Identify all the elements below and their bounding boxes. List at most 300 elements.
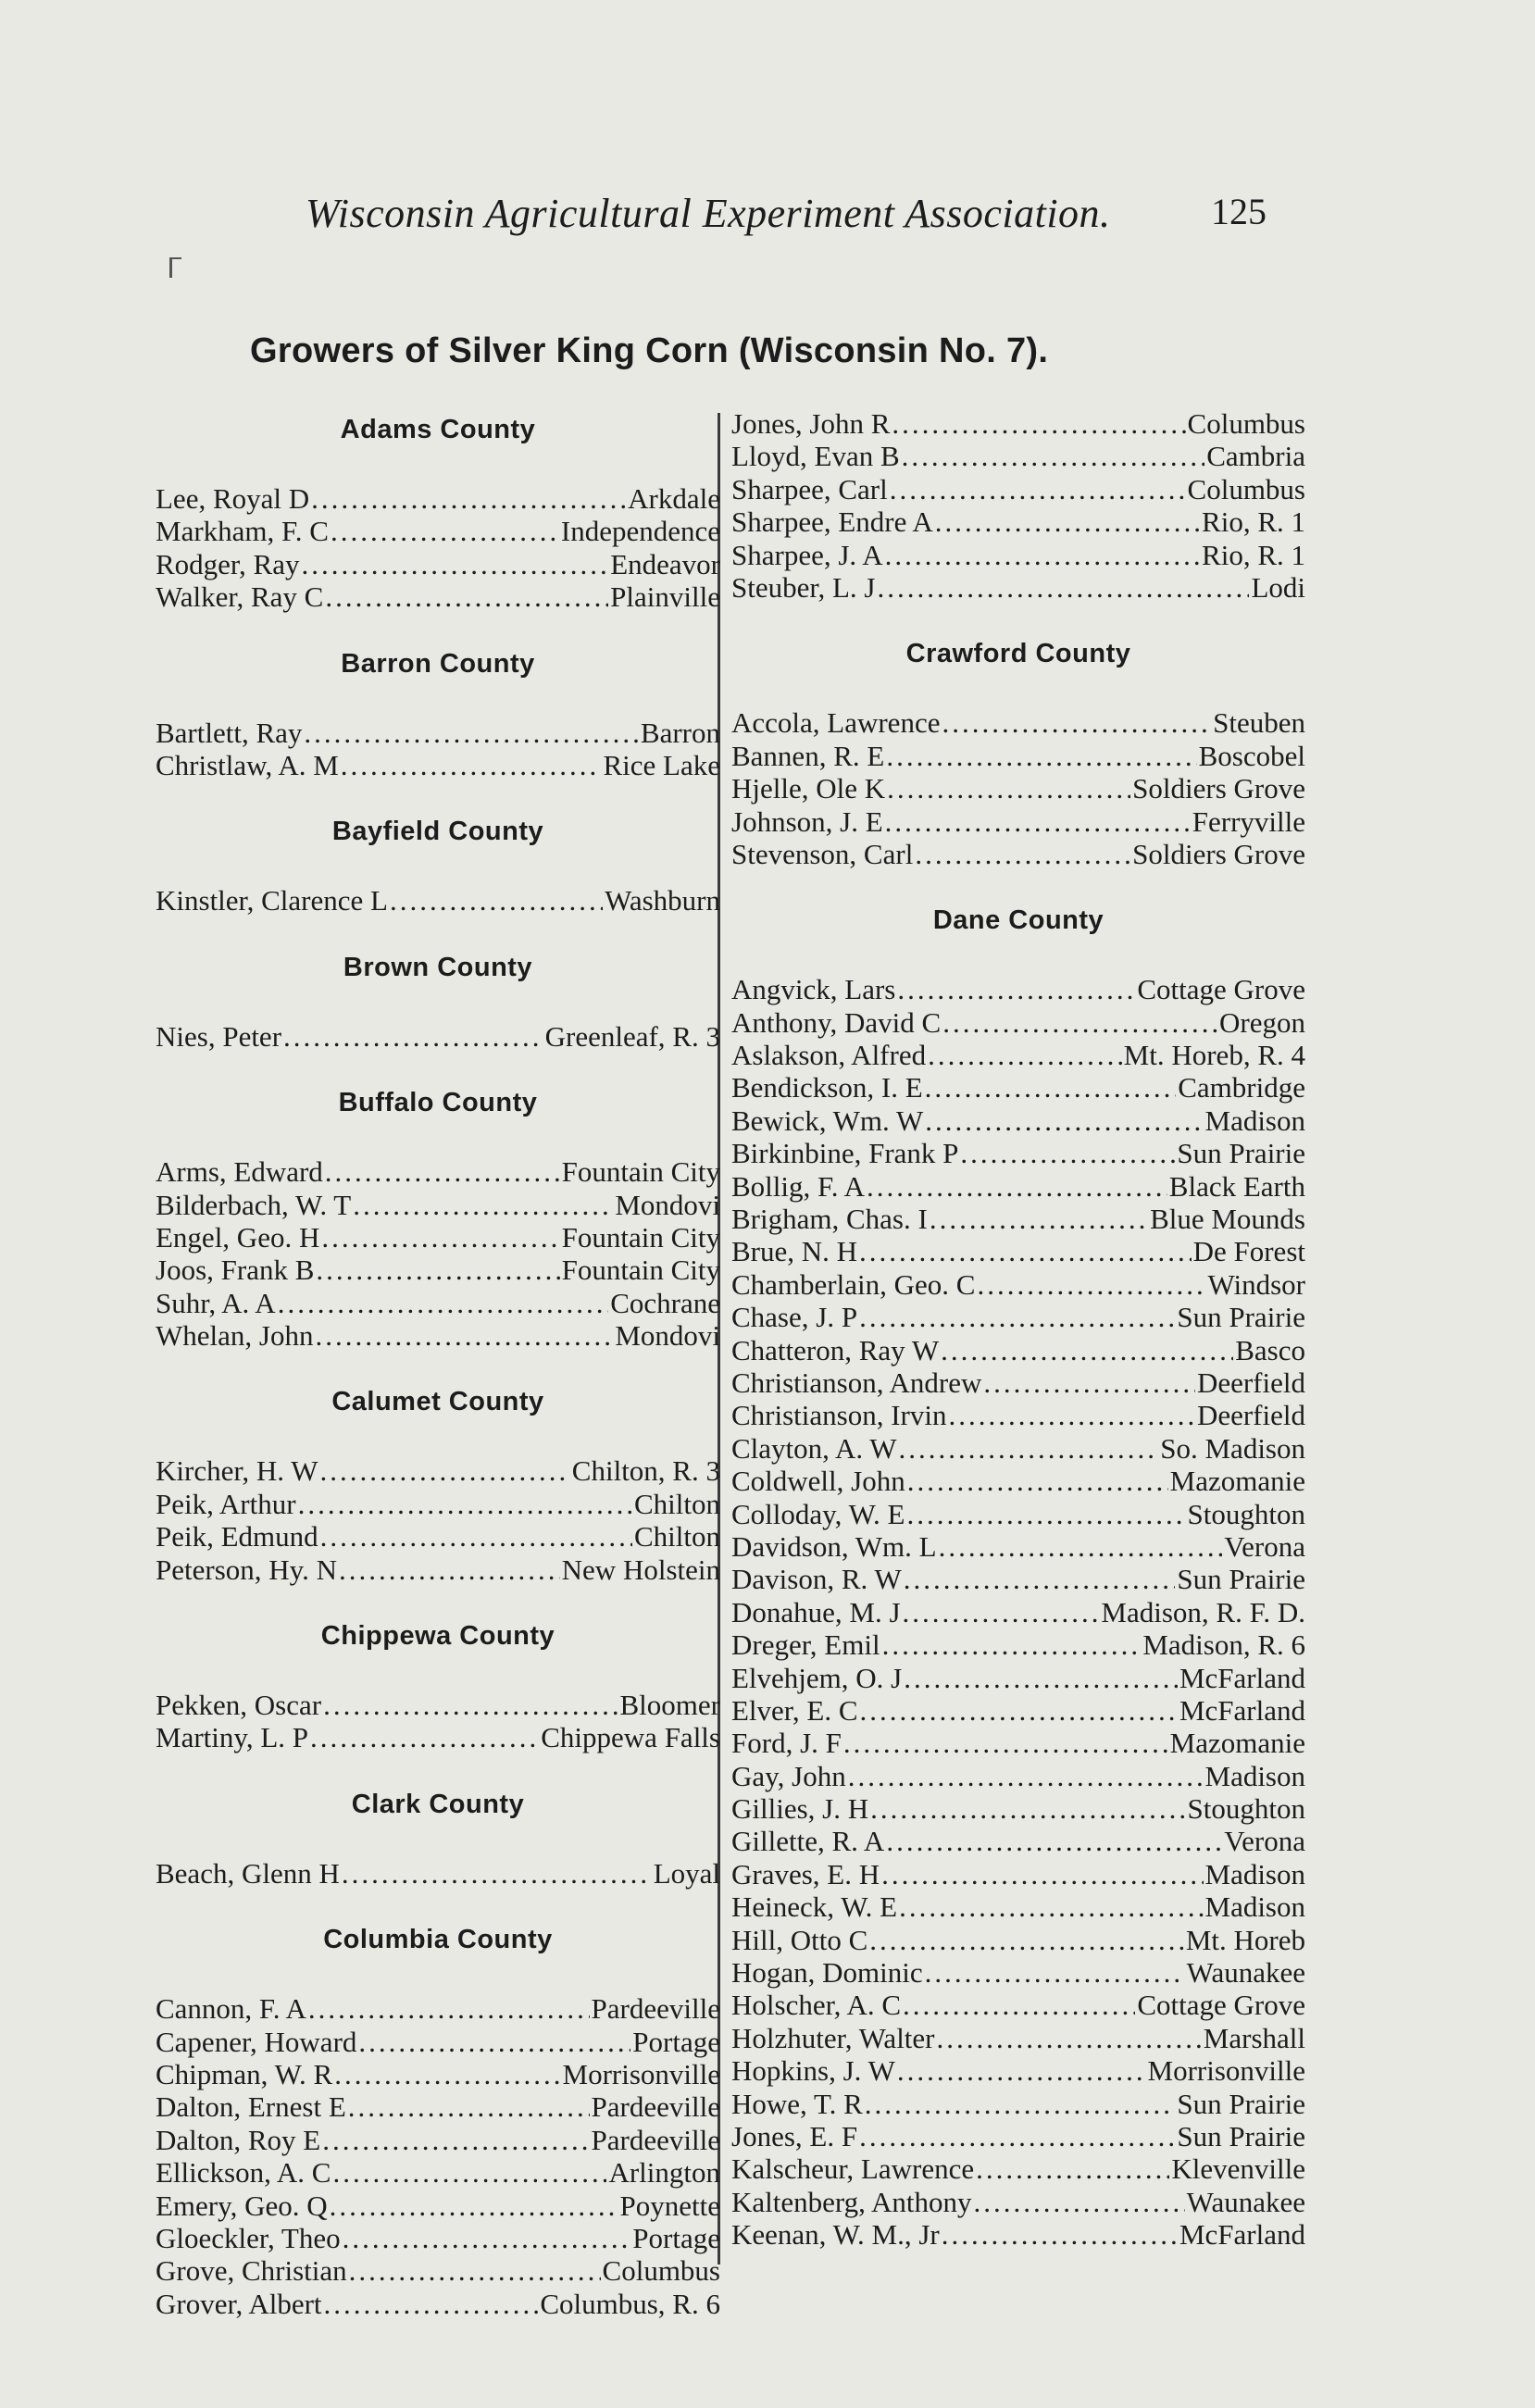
grower-name: Bendickson, I. E [731,1071,923,1104]
grower-name: Kinstler, Clarence L [156,884,388,917]
dot-leader [942,706,1211,739]
dot-leader [859,1301,1175,1333]
grower-place: Blue Mounds [1150,1203,1305,1236]
grower-entry [156,548,720,580]
grower-place: McFarland [1179,2218,1305,2252]
grower-name: Chamberlain, Geo. C [731,1267,976,1301]
grower-name: Sharpee, Endre A [731,505,933,539]
county-section [731,905,1305,2251]
grower-place: Chippewa Falls [541,1721,720,1754]
grower-entry [731,407,1305,440]
grower-name: Donahue, M. J [731,1595,901,1628]
grower-name: Steuber, L. J [731,570,876,604]
dot-leader [904,1563,1176,1595]
grower-place: Stoughton [1187,1497,1305,1530]
grower-place: De Forest [1192,1235,1305,1268]
grower-entry [731,2022,1305,2054]
grower-entry [731,2088,1305,2120]
grower-entry [156,884,720,917]
grower-place: Greenleaf, R. 3 [544,1019,720,1053]
dot-leader [298,1488,632,1520]
grower-place: Morrisonville [562,2057,720,2090]
county-section [156,953,720,1053]
grower-place: Sun Prairie [1177,2087,1305,2120]
grower-name: Angvick, Lars [731,973,896,1006]
grower-place: Rice Lake [603,748,720,781]
grower-place: Portage [632,2025,720,2058]
dot-leader [321,1221,559,1254]
grower-place: Columbus [602,2254,720,2288]
grower-name: Suhr, A. A [156,1286,276,1319]
grower-name: Coldwell, John [731,1465,905,1498]
dot-leader [310,1721,539,1753]
dot-leader [881,1858,1203,1890]
dot-leader [903,1596,1100,1628]
grower-entry [731,1825,1305,1857]
grower-entry [731,1727,1305,1759]
grower-name: Dreger, Emil [731,1628,880,1662]
grower-name: Grove, Christian [156,2254,347,2288]
county-heading: Buffalo County [338,1088,538,1118]
grower-name: Howe, T. R [731,2087,863,2120]
dot-leader [942,1006,1217,1039]
dot-leader [887,772,1130,805]
dot-leader [320,1520,632,1553]
grower-place: Madison, R. 6 [1142,1628,1305,1662]
grower-entry [731,1104,1305,1137]
dot-leader [942,2218,1178,2251]
dot-leader [870,1792,1185,1825]
grower-place: Cottage Grove [1137,1989,1305,2022]
grower-name: Chatteron, Ray W [731,1333,940,1366]
grower-place: Cottage Grove [1137,973,1305,1006]
grower-name: Lloyd, Evan B [731,440,900,473]
grower-name: Kaltenberg, Anthony [731,2185,972,2218]
dot-leader [925,1956,1185,1989]
dot-leader [334,2058,560,2090]
dot-leader [278,1287,609,1319]
grower-entry [731,1334,1305,1366]
dot-leader [882,1628,1142,1661]
grower-entry [731,2152,1305,2185]
grower-place: Mondovi [615,1319,720,1353]
grower-entry [731,1530,1305,1563]
print-mark [169,257,172,278]
grower-name: Gloeckler, Theo [156,2221,341,2254]
grower-entry [731,1137,1305,1169]
grower-name: Gillies, J. H [731,1792,869,1826]
dot-leader [848,1760,1204,1792]
grower-name: Jones, E. F [731,2119,858,2152]
grower-name: Grover, Albert [156,2287,322,2320]
dot-leader [935,505,1200,538]
dot-leader [939,1530,1223,1563]
grower-name: Holscher, A. C [731,1989,902,2022]
grower-entry [156,2222,720,2254]
grower-name: Hopkins, J. W [731,2054,895,2088]
grower-entry [731,1465,1305,1497]
county-section [156,1790,720,1890]
grower-entry [156,1520,720,1553]
grower-entry [731,1628,1305,1661]
dot-leader [903,1989,1135,2021]
grower-name: Ellickson, A. C [156,2156,331,2190]
grower-place: Marshall [1203,2021,1305,2054]
dot-leader [859,1235,1192,1267]
grower-place: Portage [632,2221,720,2254]
grower-entry [731,2218,1305,2251]
grower-place: McFarland [1179,1693,1305,1727]
grower-name: Peik, Arthur [156,1487,296,1520]
grower-name: Hjelle, Ole K [731,772,886,805]
grower-entry [731,973,1305,1005]
grower-name: Bollig, F. A [731,1169,865,1203]
dot-leader [907,1465,1168,1497]
dot-leader [983,1366,1195,1399]
dot-leader [885,539,1200,571]
grower-entry [156,515,720,547]
dot-leader [976,2152,1169,2185]
grower-place: Pardeeville [591,2123,720,2156]
grower-place: Mt. Horeb, R. 4 [1123,1039,1305,1072]
dot-leader [886,740,1196,772]
grower-place: Bloomer [619,1689,720,1722]
grower-entry [156,1992,720,2025]
county-heading: Chippewa County [320,1621,555,1652]
county-heading: Barron County [341,648,535,679]
grower-entry [156,1454,720,1487]
grower-place: Steuben [1213,706,1305,740]
grower-name: Gay, John [731,1759,846,1792]
grower-place: Cambridge [1178,1071,1305,1104]
dot-leader [937,2022,1202,2054]
grower-place: Sun Prairie [1177,1301,1305,1334]
page-number: 125 [1211,191,1267,232]
grower-place: Basco [1235,1333,1305,1366]
grower-name: Capener, Howard [156,2025,357,2058]
grower-name: Davison, R. W [731,1563,902,1596]
grower-place: Sun Prairie [1177,1563,1305,1596]
dot-leader [930,1203,1148,1235]
grower-place: Columbus, R. 6 [540,2287,720,2320]
county-heading: Dane County [932,905,1104,936]
dot-leader [897,2054,1146,2087]
grower-place: Morrisonville [1147,2054,1305,2088]
grower-entry [731,1596,1305,1628]
grower-name: Gillette, R. A [731,1825,885,1858]
grower-entry [156,580,720,613]
grower-name: Bewick, Wm. W [731,1104,924,1137]
grower-name: Anthony, David C [731,1005,942,1039]
grower-place: Waunakee [1186,2185,1305,2218]
grower-name: Dalton, Roy E [156,2123,321,2156]
dot-leader [304,717,639,749]
grower-name: Walker, Ray C [156,580,324,614]
grower-entry [731,706,1305,739]
grower-name: Nies, Peter [156,1019,282,1053]
dot-leader [859,2120,1175,2152]
grower-entry [156,1189,720,1221]
grower-place: Soldiers Grove [1132,772,1305,805]
grower-entry [731,1301,1305,1333]
grower-name: Engel, Geo. H [156,1220,320,1254]
grower-entry [731,1956,1305,1989]
grower-entry [731,1399,1305,1431]
grower-entry [156,2090,720,2123]
grower-entry [731,740,1305,772]
running-title: Wisconsin Agricultural Experiment Association. [306,191,1111,236]
dot-leader [902,440,1205,472]
grower-name: Whelan, John [156,1319,314,1353]
grower-entry [731,1235,1305,1267]
grower-name: Pekken, Oscar [156,1689,322,1722]
dot-leader [322,2124,589,2156]
dot-leader [877,571,1249,604]
grower-place: Chilton [633,1487,720,1520]
dot-leader [323,1689,618,1721]
grower-name: Emery, Geo. Q [156,2189,328,2222]
grower-entry [156,1254,720,1286]
grower-place: Oregon [1219,1005,1305,1039]
grower-entry [731,1890,1305,1923]
grower-entry [156,1553,720,1586]
dot-leader [885,805,1191,838]
grower-entry [731,1268,1305,1301]
dot-leader [867,1170,1167,1203]
grower-name: Kircher, H. W [156,1454,318,1488]
grower-place: Fountain City [561,1220,720,1254]
grower-place: Ferryville [1192,805,1305,838]
grower-place: Lodi [1251,570,1305,604]
dot-leader [325,1155,560,1188]
dot-leader [865,2088,1176,2120]
grower-name: Stevenson, Carl [731,837,914,870]
grower-name: Chase, J. P [731,1301,858,1334]
grower-place: Madison, R. F. D. [1101,1595,1305,1628]
grower-place: Deerfield [1196,1399,1305,1432]
grower-name: Kalscheur, Lawrence [731,2152,975,2186]
county-heading: Columbia County [323,1925,553,1955]
grower-name: Joos, Frank B [156,1254,315,1287]
grower-name: Rodger, Ray [156,547,300,580]
grower-entry [731,1858,1305,1890]
dot-leader [311,482,626,515]
grower-place: Barron [640,716,720,749]
grower-entry [156,1488,720,1520]
grower-entry [156,2156,720,2189]
grower-name: Arms, Edward [156,1155,323,1189]
left-column [156,407,720,2320]
print-mark [172,257,181,259]
grower-place: Mazomanie [1169,1727,1305,1760]
grower-name: Birkinbine, Frank P [731,1137,959,1170]
dot-leader [899,1432,1159,1465]
grower-entry [731,1203,1305,1235]
dot-leader [886,1825,1222,1857]
grower-entry [156,1287,720,1319]
grower-place: Washburn [605,884,720,917]
grower-place: Arlington [608,2156,720,2190]
grower-place: Soldiers Grove [1132,837,1305,870]
grower-place: Madison [1204,1857,1305,1890]
grower-entry [156,1221,720,1254]
county-section [731,407,1305,604]
dot-leader [892,407,1185,440]
grower-place: Mondovi [615,1188,720,1221]
grower-name: Davidson, Wm. L [731,1529,937,1563]
grower-name: Hill, Otto C [731,1923,868,1956]
grower-place: Windsor [1207,1267,1305,1301]
dot-leader [320,1454,570,1487]
dot-leader [973,2186,1184,2218]
dot-leader [349,2254,601,2287]
grower-entry [731,1792,1305,1825]
grower-place: Cochrane [610,1286,720,1319]
grower-entry [156,2124,720,2156]
grower-entry [156,717,720,749]
grower-name: Hogan, Dominic [731,1956,923,1990]
grower-place: McFarland [1179,1661,1305,1694]
dot-leader [925,1071,1177,1104]
dot-leader [325,580,608,613]
grower-entry [156,2190,720,2222]
dot-leader [330,2190,618,2222]
grower-name: Heineck, W. E [731,1890,898,1924]
grower-place: Pardeeville [591,1992,720,2026]
grower-name: Dalton, Ernest E [156,2090,346,2124]
grower-place: Boscobel [1198,739,1305,772]
grower-place: Madison [1204,1890,1305,1924]
dot-leader [301,548,608,580]
grower-place: New Holstein [561,1553,720,1586]
dot-leader [949,1399,1195,1431]
county-heading: Calumet County [331,1387,544,1417]
running-head [306,190,1287,237]
grower-name: Clayton, A. W [731,1431,897,1465]
grower-name: Jones, John R [731,407,891,440]
grower-entry [731,2186,1305,2218]
county-section [156,1925,720,2320]
grower-place: Fountain City [561,1254,720,1287]
grower-place: Rio, R. 1 [1202,538,1305,571]
grower-name: Keenan, W. M., Jr [731,2218,940,2252]
county-section [156,1088,720,1352]
grower-name: Graves, E. H [731,1857,880,1890]
grower-entry [731,440,1305,472]
grower-entry [731,505,1305,538]
grower-entry [731,571,1305,604]
dot-leader [869,1924,1184,1956]
dot-leader [342,1857,652,1890]
grower-entry [156,2254,720,2287]
dot-leader [890,473,1186,505]
grower-place: So. Madison [1160,1431,1305,1465]
dot-leader [906,1498,1185,1530]
dot-leader [348,2090,590,2123]
grower-place: Columbus [1187,407,1305,440]
county-section [156,1387,720,1586]
grower-entry [156,749,720,781]
grower-place: Verona [1224,1825,1305,1858]
grower-name: Ford, J. F [731,1727,842,1760]
grower-place: Madison [1204,1759,1305,1792]
dot-leader [332,2156,606,2189]
grower-place: Mazomanie [1169,1465,1305,1498]
county-heading: Brown County [343,952,533,982]
grower-entry [731,838,1305,870]
grower-place: Klevenville [1171,2152,1305,2186]
grower-place: Rio, R. 1 [1202,505,1305,539]
grower-entry [731,1498,1305,1530]
dot-leader [899,1890,1203,1923]
grower-entry [731,805,1305,838]
grower-entry [731,772,1305,805]
grower-entry [731,1366,1305,1399]
grower-place: Arkdale [628,482,720,515]
grower-entry [731,1760,1305,1792]
grower-place: Sun Prairie [1177,1137,1305,1170]
grower-place: Sun Prairie [1177,2119,1305,2152]
dot-leader [316,1254,559,1286]
grower-entry [731,1924,1305,1956]
grower-entry [731,1006,1305,1039]
county-section [156,649,720,782]
grower-name: Peterson, Hy. N [156,1553,338,1586]
grower-entry [731,1662,1305,1694]
grower-name: Sharpee, Carl [731,472,888,505]
grower-name: Colloday, W. E [731,1497,905,1530]
grower-name: Markham, F. C [156,515,329,548]
grower-entry [731,1432,1305,1465]
grower-entry [156,1721,720,1753]
dot-leader [343,2222,631,2254]
grower-entry [731,2120,1305,2152]
county-heading: Bayfield County [331,817,544,847]
grower-name: Christianson, Irvin [731,1399,947,1432]
grower-name: Martiny, L. P [156,1721,309,1754]
grower-entry [156,1020,720,1053]
grower-place: Cambria [1206,440,1305,473]
grower-name: Brue, N. H [731,1235,858,1268]
county-heading: Adams County [340,415,536,444]
grower-entry [156,1319,720,1352]
grower-entry [731,1563,1305,1595]
dot-leader [308,1992,590,2025]
grower-entry [731,1039,1305,1071]
grower-entry [156,1689,720,1721]
dot-leader [915,838,1130,870]
grower-entry [731,539,1305,571]
grower-entry [156,1857,720,1890]
grower-entry [731,1694,1305,1727]
dot-leader [860,1694,1178,1727]
grower-entry [156,1155,720,1188]
grower-place: Deerfield [1196,1366,1305,1399]
dot-leader [843,1727,1168,1759]
county-heading: Crawford County [905,639,1131,669]
grower-name: Elvehjem, O. J [731,1661,903,1694]
grower-place: Columbus [1187,472,1305,505]
dot-leader [324,2288,539,2320]
grower-name: Christianson, Andrew [731,1366,982,1399]
grower-entry [731,1989,1305,2021]
grower-entry [731,2054,1305,2087]
grower-name: Christlaw, A. M [156,748,339,781]
county-heading: Clark County [351,1789,525,1819]
grower-place: Verona [1224,1529,1305,1563]
dot-leader [390,884,603,917]
grower-place: Independence [560,515,720,548]
